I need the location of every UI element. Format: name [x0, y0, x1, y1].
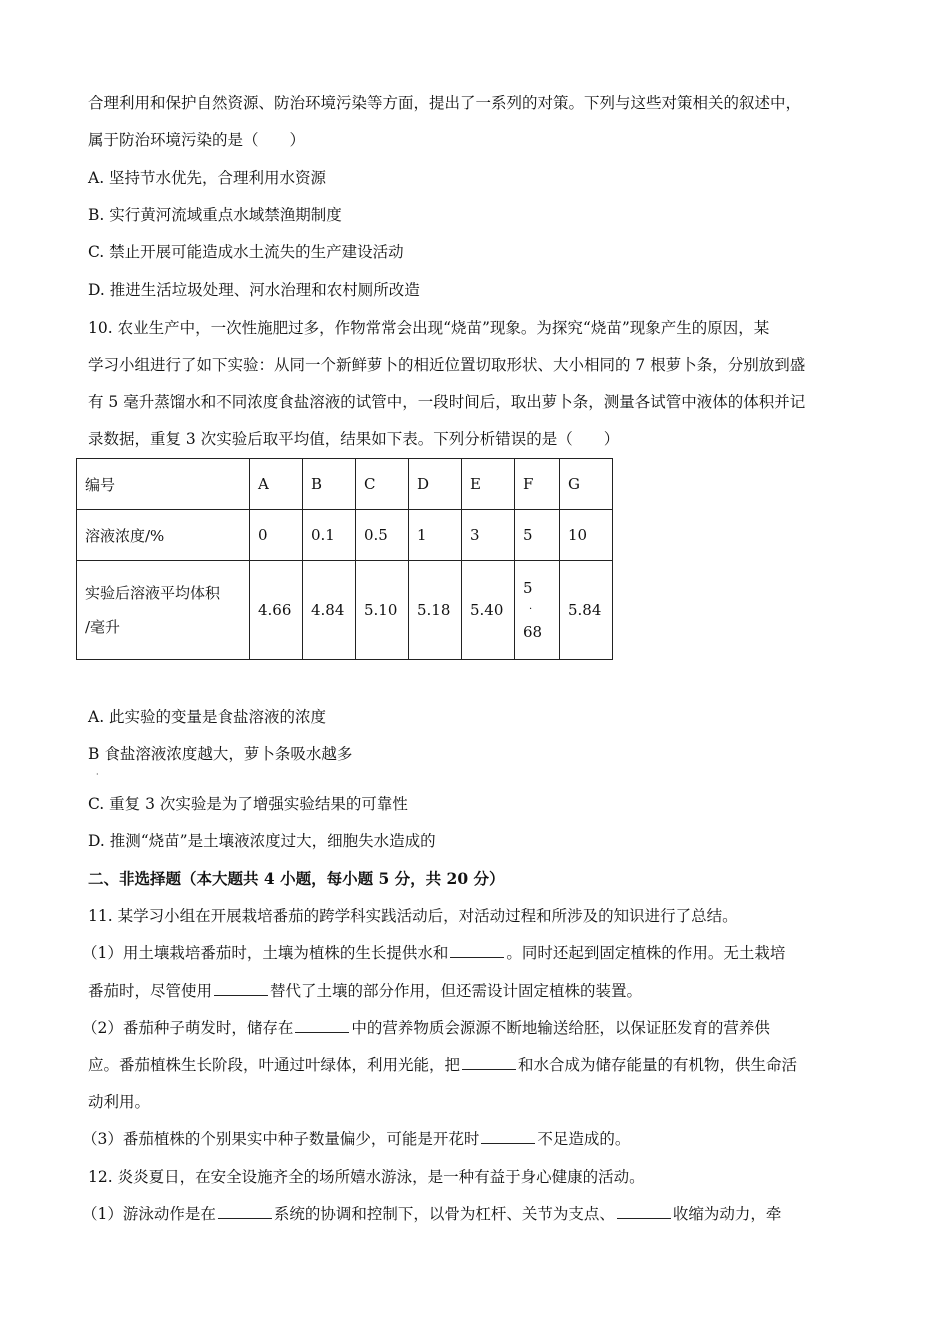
q11-part2-line1: [82, 1017, 770, 1039]
q9-option-a: A. 坚持节水优先，合理利用水资源: [88, 169, 327, 187]
table-cell: 1: [409, 510, 462, 561]
q11-part2-line3: 动利用。: [88, 1093, 151, 1111]
q9-option-d: D. 推进生活垃圾处理、河水治理和农村厕所改造: [88, 281, 420, 299]
table-cell: 5.84: [560, 561, 613, 660]
table-cell: 3: [462, 510, 515, 561]
table-cell: 0.5: [356, 510, 409, 561]
q12-text: 收缩为动力，牵: [672, 1205, 782, 1223]
table-cell: A: [250, 459, 303, 510]
q11-text: 替代了土壤的部分作用，但还需设计固定植株的装置。: [270, 982, 643, 1000]
table-row: [77, 510, 613, 561]
table-cell: G: [560, 459, 613, 510]
q10-option-a: A. 此实验的变量是食盐溶液的浓度: [88, 708, 327, 726]
table-cell: 编号: [77, 459, 250, 510]
f-value-top: 5: [523, 579, 533, 597]
row3-label-line2: /毫升: [85, 618, 121, 636]
table-cell: 5.40: [462, 561, 515, 660]
q10-stem-line1: 10. 农业生产中，一次性施肥过多，作物常常会出现“烧苗”现象。为探究“烧苗”现象产生的原因，某: [88, 319, 770, 337]
q10-stem-line2: 学习小组进行了如下实验：从同一个新鲜萝卜的相近位置切取形状、大小相同的 7 根萝卜条，分别放到盛: [88, 356, 806, 374]
q10-stem-line4: 录数据，重复 3 次实验后取平均值，结果如下表。下列分析错误的是（ ）: [88, 430, 620, 448]
table-row: [77, 459, 613, 510]
q11-part1-line2: [88, 980, 642, 1002]
answer-blank[interactable]: [450, 943, 504, 958]
q10-stem-line3: 有 5 毫升蒸馏水和不同浓度食盐溶液的试管中，一段时间后，取出萝卜条，测量各试管中液体的体积并记: [88, 393, 806, 411]
q11-text: 。同时还起到固定植株的作用。无土栽培: [506, 944, 786, 962]
q11-part1-line1: [82, 942, 785, 964]
table-cell: 5.10: [356, 561, 409, 660]
experiment-table: [76, 458, 613, 660]
table-cell: 4.84: [303, 561, 356, 660]
q11-stem: 11. 某学习小组在开展栽培番茄的跨学科实践活动后，对活动过程和所涉及的知识进行了总结。: [88, 907, 738, 925]
q12-text: （1）游泳动作是在: [82, 1205, 216, 1223]
q12-stem: 12. 炎炎夏日，在安全设施齐全的场所嬉水游泳，是一种有益于身心健康的活动。: [88, 1168, 645, 1186]
q11-text: 番茄时，尽管使用: [88, 982, 213, 1000]
answer-blank[interactable]: [218, 1204, 272, 1219]
q11-text: （2）番茄种子萌发时，储存在: [82, 1019, 294, 1037]
q11-text: 和水合成为储存能量的有机物，供生命活: [518, 1056, 798, 1074]
table-cell: 0: [250, 510, 303, 561]
table-cell: E: [462, 459, 515, 510]
f-value-bottom: 68: [523, 623, 543, 641]
table-cell: 10: [560, 510, 613, 561]
stray-dot: ·: [96, 770, 99, 779]
f-value-dot: ·: [529, 604, 533, 615]
q9-stem-line2: 属于防治环境污染的是（ ）: [88, 131, 306, 149]
q11-part2-line2: [88, 1054, 797, 1076]
section-heading: 二、非选择题（本大题共 4 小题，每小题 5 分，共 20 分）: [88, 869, 505, 888]
q12-text: 系统的协调和控制下，以骨为杠杆、关节为支点、: [273, 1205, 615, 1223]
table-row: [77, 561, 613, 660]
q12-part1: [82, 1203, 781, 1225]
q10-option-b: B 食盐溶液浓度越大，萝卜条吸水越多: [88, 745, 353, 763]
q9-stem-line1: 合理利用和保护自然资源、防治环境污染等方面，提出了一系列的对策。下列与这些对策相关的叙述中，: [88, 94, 802, 112]
answer-blank[interactable]: [617, 1204, 671, 1219]
answer-blank[interactable]: [481, 1129, 535, 1144]
q11-part3: [82, 1128, 630, 1150]
q10-option-d: D. 推测“烧苗”是土壤液浓度过大，细胞失水造成的: [88, 832, 436, 850]
answer-blank[interactable]: [462, 1055, 516, 1070]
q11-text: （3）番茄植株的个别果实中种子数量偏少，可能是开花时: [82, 1130, 480, 1148]
table-cell: 溶液浓度/%: [77, 510, 250, 561]
q10-option-c: C. 重复 3 次实验是为了增强实验结果的可靠性: [88, 795, 408, 813]
table-cell: D: [409, 459, 462, 510]
table-cell: B: [303, 459, 356, 510]
table-cell: [515, 561, 560, 660]
q11-text: （1）用土壤栽培番茄时，土壤为植株的生长提供水和: [82, 944, 449, 962]
q9-option-b: B. 实行黄河流域重点水域禁渔期制度: [88, 206, 342, 224]
table-cell: [77, 561, 250, 660]
q9-option-c: C. 禁止开展可能造成水土流失的生产建设活动: [88, 243, 404, 261]
table-cell: C: [356, 459, 409, 510]
table-cell: 5: [515, 510, 560, 561]
q11-text: 应。番茄植株生长阶段，叶通过叶绿体，利用光能，把: [88, 1056, 461, 1074]
table-cell: 4.66: [250, 561, 303, 660]
answer-blank[interactable]: [295, 1018, 349, 1033]
row3-label-line1: 实验后溶液平均体积: [85, 584, 221, 602]
q11-text: 中的营养物质会源源不断地输送给胚，以保证胚发育的营养供: [351, 1019, 770, 1037]
answer-blank[interactable]: [214, 981, 268, 996]
table-cell: F: [515, 459, 560, 510]
table-cell: 0.1: [303, 510, 356, 561]
q11-text: 不足造成的。: [537, 1130, 631, 1148]
table-cell: 5.18: [409, 561, 462, 660]
